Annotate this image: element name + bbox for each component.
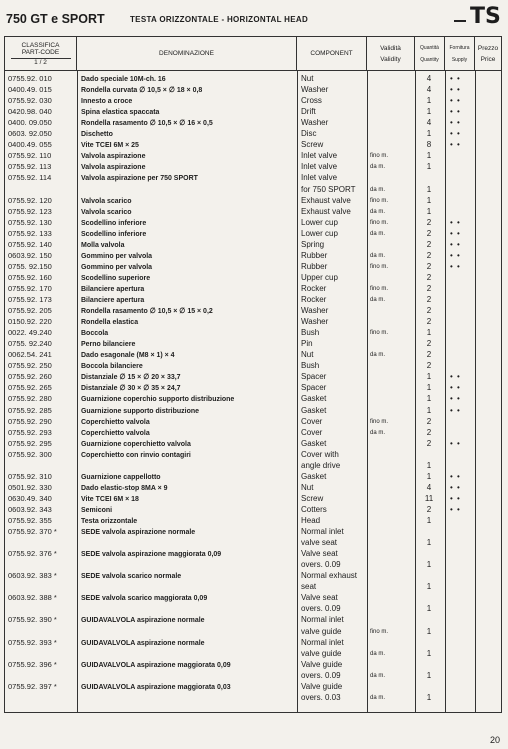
cell-code: 0755.92. 133 bbox=[8, 228, 52, 238]
cell-comp: Rubber bbox=[301, 250, 328, 260]
cell-code: 0420.98. 040 bbox=[8, 107, 52, 117]
col-quantity-en: Quantity bbox=[420, 56, 439, 63]
cell-comp: Nut bbox=[301, 482, 314, 492]
cell-sup: • • bbox=[450, 85, 461, 95]
cell-sup: • • bbox=[450, 107, 461, 117]
cell-code: 0400. 09.050 bbox=[8, 118, 52, 128]
cell-qty: 1 bbox=[426, 648, 432, 658]
cell-qty: 1 bbox=[426, 582, 432, 592]
cell-qty: 1 bbox=[426, 195, 432, 205]
cell-den: Bilanciere apertura bbox=[81, 295, 145, 304]
cell-val: da m. bbox=[370, 672, 386, 679]
cell-code: 0755. 92.240 bbox=[8, 339, 52, 349]
cell-val: fino m. bbox=[370, 219, 389, 226]
cell-comp: Drift bbox=[301, 107, 316, 117]
cell-qty: 4 bbox=[426, 74, 432, 83]
cell-comp: Disc bbox=[301, 129, 317, 139]
cell-code: 0755.92. 290 bbox=[8, 416, 52, 426]
cell-val: fino m. bbox=[370, 197, 389, 204]
cell-code: 0755.92. 390 * bbox=[8, 615, 57, 625]
cell-comp: Cotters bbox=[301, 504, 327, 514]
cell-qty: 1 bbox=[426, 372, 432, 382]
col-header-component: COMPONENT bbox=[297, 37, 367, 70]
cell-code: 0755.92. 285 bbox=[8, 405, 52, 415]
cell-comp: overs. 0.09 bbox=[301, 604, 341, 614]
cell-code: 0755. 92.150 bbox=[8, 261, 52, 271]
cell-qty: 2 bbox=[426, 239, 432, 249]
cell-comp: Normal inlet bbox=[301, 527, 344, 537]
cell-sup: • • bbox=[450, 261, 461, 271]
col-validity-it: Validità bbox=[380, 44, 401, 52]
cell-sup: • • bbox=[450, 250, 461, 260]
parts-table bbox=[4, 36, 502, 713]
cell-den: Dado elastic-stop 8MA × 9 bbox=[81, 482, 168, 492]
cell-code: 0630.49. 340 bbox=[8, 493, 52, 503]
cell-comp: Valve seat bbox=[301, 549, 338, 559]
page-header bbox=[0, 0, 508, 40]
cell-den: SEDE valvola scarico maggiorata 0,09 bbox=[81, 593, 208, 603]
cell-qty: 2 bbox=[426, 217, 432, 227]
cell-den: Valvola aspirazione bbox=[81, 151, 146, 161]
cell-val: da m. bbox=[370, 164, 386, 171]
col-code-line3: 1 / 2 bbox=[11, 58, 71, 66]
cell-comp: valve guide bbox=[301, 626, 342, 636]
cell-den: Bilanciere apertura bbox=[81, 283, 145, 293]
cell-den: Vite TCEI 6M × 25 bbox=[81, 140, 139, 150]
cell-den: SEDE valvola aspirazione maggiorata 0,09 bbox=[81, 549, 222, 559]
cell-comp: Exhaust valve bbox=[301, 195, 351, 205]
model-title: 750 GT e SPORT bbox=[6, 12, 105, 26]
cell-comp: valve seat bbox=[301, 538, 338, 548]
cell-den: GUIDAVALVOLA aspirazione maggiorata 0,03 bbox=[81, 681, 231, 691]
cell-comp: Gasket bbox=[301, 394, 327, 404]
cell-qty: 2 bbox=[426, 272, 432, 282]
cell-code: 0755.92. 170 bbox=[8, 283, 52, 293]
cell-qty: 2 bbox=[426, 250, 432, 260]
page-number: 20 bbox=[489, 735, 500, 745]
cell-comp: overs. 0.03 bbox=[301, 692, 341, 702]
cell-code: 0755.92. 397 * bbox=[8, 681, 57, 691]
cell-den: Vite TCEI 6M × 18 bbox=[81, 493, 139, 503]
cell-val: fino m. bbox=[370, 418, 389, 425]
cell-code: 0400.49. 055 bbox=[8, 140, 52, 150]
cell-comp: Cover with bbox=[301, 449, 339, 459]
cell-comp: Head bbox=[301, 516, 321, 525]
cell-den: Dischetto bbox=[81, 129, 113, 139]
cell-code: 0603.92. 383 * bbox=[8, 571, 57, 581]
cell-den: GUIDAVALVOLA aspirazione maggiorata 0,09 bbox=[81, 659, 231, 669]
col-price-it: Prezzo bbox=[477, 44, 499, 52]
col-price-en: Price bbox=[480, 55, 496, 63]
cell-comp: Spacer bbox=[301, 383, 327, 393]
cell-qty: 4 bbox=[426, 482, 432, 492]
cell-code: 0603.92. 343 bbox=[8, 504, 52, 514]
cell-den: Rondella rasamento ∅ 10,5 × ∅ 15 × 0,2 bbox=[81, 306, 213, 316]
cell-comp: Screw bbox=[301, 140, 324, 150]
cell-comp: Cover bbox=[301, 427, 323, 437]
cell-sup: • • bbox=[450, 96, 461, 106]
cell-comp: Washer bbox=[301, 317, 329, 327]
cell-den: Valvola aspirazione bbox=[81, 162, 146, 172]
cell-qty: 1 bbox=[426, 151, 432, 161]
col-divider bbox=[297, 70, 298, 712]
cell-sup: • • bbox=[450, 228, 461, 238]
cell-den: Perno bilanciere bbox=[81, 339, 136, 349]
cell-comp: Bush bbox=[301, 361, 320, 371]
cell-qty: 2 bbox=[426, 306, 432, 316]
cell-den: Coperchietto con rinvio contagiri bbox=[81, 449, 191, 459]
cell-comp: Pin bbox=[301, 339, 313, 349]
col-header-denominazione: DENOMINAZIONE bbox=[77, 37, 297, 70]
cell-comp: Valve guide bbox=[301, 659, 343, 669]
cell-code: 0755.92. 295 bbox=[8, 438, 52, 448]
cell-qty: 2 bbox=[426, 361, 432, 371]
cell-comp: seat bbox=[301, 582, 317, 592]
cell-den: Boccola bbox=[81, 328, 109, 338]
cell-den: Dado esagonale (M8 × 1) × 4 bbox=[81, 350, 175, 360]
cell-comp: Spring bbox=[301, 239, 325, 249]
cell-den: Boccola bilanciere bbox=[81, 361, 143, 371]
header-divider bbox=[5, 70, 501, 71]
cell-code: 0755.92. 205 bbox=[8, 306, 52, 316]
cell-comp: Rocker bbox=[301, 295, 327, 304]
cell-code: 0501.92. 330 bbox=[8, 482, 52, 492]
col-header-supply bbox=[445, 37, 475, 70]
cell-code: 0755.92. 396 * bbox=[8, 659, 57, 669]
col-divider bbox=[77, 70, 78, 712]
cell-sup: • • bbox=[450, 493, 461, 503]
cell-code: 0755.92. 293 bbox=[8, 427, 52, 437]
cell-qty: 8 bbox=[426, 140, 432, 150]
cell-comp: Inlet valve bbox=[301, 162, 338, 172]
cell-den: Gommino per valvola bbox=[81, 250, 153, 260]
cell-qty: 1 bbox=[426, 394, 432, 404]
cell-qty: 1 bbox=[426, 460, 432, 470]
cell-qty: 1 bbox=[426, 206, 432, 216]
cell-comp: for 750 SPORT bbox=[301, 184, 356, 194]
cell-val: da m. bbox=[370, 650, 386, 657]
cell-den: GUIDAVALVOLA aspirazione normale bbox=[81, 615, 205, 625]
cell-den: Semiconi bbox=[81, 504, 113, 514]
cell-den: Coperchietto valvola bbox=[81, 427, 150, 437]
cell-qty: 2 bbox=[426, 438, 432, 448]
cell-sup: • • bbox=[450, 405, 461, 415]
cell-code: 0755.92. 355 bbox=[8, 516, 52, 525]
cell-den: Molla valvola bbox=[81, 239, 125, 249]
cell-comp: angle drive bbox=[301, 460, 341, 470]
cell-comp: Lower cup bbox=[301, 228, 338, 238]
cell-code: 0755.92. 393 * bbox=[8, 637, 57, 647]
cell-den: Innesto a croce bbox=[81, 96, 133, 106]
cell-qty: 1 bbox=[426, 96, 432, 106]
cell-code: 0755.92. 300 bbox=[8, 449, 52, 459]
cell-val: fino m. bbox=[370, 263, 389, 270]
cell-comp: Normal exhaust bbox=[301, 571, 358, 581]
cell-qty: 2 bbox=[426, 283, 432, 293]
col-header-price bbox=[475, 37, 501, 70]
cell-code: 0755.92. 110 bbox=[8, 151, 52, 161]
cell-sup: • • bbox=[450, 383, 461, 393]
cell-sup: • • bbox=[450, 471, 461, 481]
cell-comp: Normal inlet bbox=[301, 615, 344, 625]
cell-den: Guarnizione supporto distribuzione bbox=[81, 405, 199, 415]
cell-val: da m. bbox=[370, 297, 386, 303]
cell-den: Coperchietto valvola bbox=[81, 416, 150, 426]
cell-qty: 4 bbox=[426, 118, 432, 128]
cell-code: 0755.92. 120 bbox=[8, 195, 52, 205]
cell-den: Valvola scarico bbox=[81, 206, 132, 216]
cell-comp: Valve guide bbox=[301, 681, 343, 691]
cell-code: 0755.92. 265 bbox=[8, 383, 52, 393]
cell-qty: 1 bbox=[426, 538, 432, 548]
cell-den: Valvola scarico bbox=[81, 195, 132, 205]
cell-qty: 1 bbox=[426, 516, 432, 525]
cell-sup: • • bbox=[450, 239, 461, 249]
cell-code: 0755.92. 370 * bbox=[8, 527, 57, 537]
col-divider bbox=[475, 70, 476, 712]
cell-qty: 2 bbox=[426, 350, 432, 360]
cell-qty: 2 bbox=[426, 416, 432, 426]
cell-sup: • • bbox=[450, 504, 461, 514]
cell-qty: 1 bbox=[426, 184, 432, 194]
col-supply-en: Supply bbox=[451, 56, 468, 63]
col-divider bbox=[367, 70, 368, 712]
cell-comp: overs. 0.09 bbox=[301, 560, 341, 570]
cell-val: da m. bbox=[370, 230, 386, 237]
cell-den: Scodellino inferiore bbox=[81, 217, 147, 227]
cell-den: GUIDAVALVOLA aspirazione normale bbox=[81, 637, 205, 647]
cell-val: fino m. bbox=[370, 153, 389, 160]
cell-code: 0755.92. 376 * bbox=[8, 549, 57, 559]
cell-code: 0755.92. 010 bbox=[8, 74, 52, 83]
col-code-line1: CLASSIFICA bbox=[21, 41, 60, 49]
cell-comp: Washer bbox=[301, 306, 329, 316]
cell-den: Rondella elastica bbox=[81, 317, 139, 327]
col-header-code bbox=[5, 37, 77, 70]
cell-comp: Valve seat bbox=[301, 593, 338, 603]
cell-val: fino m. bbox=[370, 628, 389, 635]
cell-val: da m. bbox=[370, 429, 386, 436]
cell-val: da m. bbox=[370, 252, 386, 259]
cell-den: Distanziale ∅ 15 × ∅ 20 × 33,7 bbox=[81, 372, 181, 382]
cell-comp: Inlet valve bbox=[301, 151, 338, 161]
cell-comp: Nut bbox=[301, 74, 314, 83]
cell-sup: • • bbox=[450, 74, 461, 83]
cell-comp: Rubber bbox=[301, 261, 328, 271]
cell-qty: 1 bbox=[426, 560, 432, 570]
cell-den: Spina elastica spaccata bbox=[81, 107, 160, 117]
cell-code: 0755.92. 280 bbox=[8, 394, 52, 404]
cell-code: 0755.92. 113 bbox=[8, 162, 52, 172]
cell-comp: Lower cup bbox=[301, 217, 338, 227]
cell-code: 0755.92. 114 bbox=[8, 173, 52, 183]
cell-comp: Rocker bbox=[301, 283, 327, 293]
cell-den: Scodellino superiore bbox=[81, 272, 151, 282]
col-header-quantity bbox=[415, 37, 445, 70]
cell-qty: 1 bbox=[426, 383, 432, 393]
cell-code: 0755.92. 260 bbox=[8, 372, 52, 382]
cell-val: da m. bbox=[370, 186, 386, 193]
cell-den: Guarnizione coperchio supporto distribuzione bbox=[81, 394, 235, 404]
cell-qty: 1 bbox=[426, 471, 432, 481]
cell-qty: 2 bbox=[426, 339, 432, 349]
col-divider bbox=[415, 70, 416, 712]
cell-den: SEDE valvola scarico normale bbox=[81, 571, 182, 581]
cell-qty: 2 bbox=[426, 427, 432, 437]
cell-den: Guarnizione coperchietto valvola bbox=[81, 438, 191, 448]
cell-qty: 11 bbox=[424, 493, 434, 503]
cell-qty: 1 bbox=[426, 328, 432, 338]
cell-val: da m. bbox=[370, 208, 386, 215]
cell-den: Rondella rasamento ∅ 10,5 × ∅ 16 × 0,5 bbox=[81, 118, 213, 128]
cell-comp: Normal inlet bbox=[301, 637, 344, 647]
cell-comp: Washer bbox=[301, 118, 329, 128]
col-code-line2: PART-CODE bbox=[21, 48, 60, 56]
cell-comp: Exhaust valve bbox=[301, 206, 351, 216]
cell-sup: • • bbox=[450, 118, 461, 128]
col-quantity-it: Quantità bbox=[420, 44, 439, 51]
cell-sup: • • bbox=[450, 140, 461, 150]
cell-sup: • • bbox=[450, 217, 461, 227]
cell-qty: 2 bbox=[426, 261, 432, 271]
cell-den: Dado speciale 10M-ch. 16 bbox=[81, 74, 166, 83]
col-validity-en: Validity bbox=[380, 55, 401, 63]
cell-code: 0603.92. 388 * bbox=[8, 593, 57, 603]
cell-code: 0062.54. 241 bbox=[8, 350, 52, 360]
cell-comp: valve guide bbox=[301, 648, 342, 658]
cell-den: Gommino per valvola bbox=[81, 261, 153, 271]
cell-val: fino m. bbox=[370, 330, 389, 337]
cell-qty: 1 bbox=[426, 405, 432, 415]
col-divider bbox=[445, 70, 446, 712]
cell-val: fino m. bbox=[370, 285, 389, 292]
cell-code: 0755.92. 130 bbox=[8, 217, 52, 227]
cell-qty: 1 bbox=[426, 604, 432, 614]
cell-code: 0755.92. 140 bbox=[8, 239, 52, 249]
cell-code: 0755.92. 123 bbox=[8, 206, 52, 216]
cell-comp: Gasket bbox=[301, 471, 327, 481]
cell-qty: 1 bbox=[426, 162, 432, 172]
cell-sup: • • bbox=[450, 482, 461, 492]
cell-comp: Gasket bbox=[301, 405, 327, 415]
cell-code: 0755.92. 160 bbox=[8, 272, 52, 282]
cell-qty: 1 bbox=[426, 107, 432, 117]
cell-qty: 1 bbox=[426, 129, 432, 139]
cell-comp: Spacer bbox=[301, 372, 327, 382]
cell-code: 0755.92. 173 bbox=[8, 295, 52, 304]
cell-qty: 1 bbox=[426, 626, 432, 636]
cell-qty: 2 bbox=[426, 504, 432, 514]
cell-sup: • • bbox=[450, 372, 461, 382]
cell-sup: • • bbox=[450, 129, 461, 139]
cell-den: Rondella curvata ∅ 10,5 × ∅ 18 × 0,8 bbox=[81, 85, 203, 95]
cell-sup: • • bbox=[450, 394, 461, 404]
section-code: TS bbox=[470, 4, 501, 29]
cell-code: 0150.92. 220 bbox=[8, 317, 52, 327]
cell-comp: Nut bbox=[301, 350, 314, 360]
cell-comp: Bush bbox=[301, 328, 320, 338]
cell-qty: 4 bbox=[426, 85, 432, 95]
cell-code: 0755.92. 030 bbox=[8, 96, 52, 106]
cell-code: 0755.92. 310 bbox=[8, 471, 52, 481]
cell-qty: 2 bbox=[426, 295, 432, 304]
cell-code: 0022. 49.240 bbox=[8, 328, 52, 338]
cell-den: Valvola aspirazione per 750 SPORT bbox=[81, 173, 198, 183]
cell-qty: 1 bbox=[426, 692, 432, 702]
cell-comp: Inlet valve bbox=[301, 173, 338, 183]
cell-code: 0755.92. 250 bbox=[8, 361, 52, 371]
cell-comp: Washer bbox=[301, 85, 329, 95]
cell-val: da m. bbox=[370, 352, 386, 359]
cell-comp: overs. 0.09 bbox=[301, 670, 341, 680]
col-header-validity bbox=[367, 37, 415, 70]
cell-comp: Cross bbox=[301, 96, 322, 106]
section-heading: TESTA ORIZZONTALE - HORIZONTAL HEAD bbox=[130, 15, 309, 24]
cell-code: 0603. 92.050 bbox=[8, 129, 52, 139]
cell-den: SEDE valvola aspirazione normale bbox=[81, 527, 196, 537]
cell-qty: 2 bbox=[426, 317, 432, 327]
cell-den: Testa orizzontale bbox=[81, 516, 138, 525]
col-supply-it: Fornitura bbox=[449, 44, 470, 51]
cell-qty: 2 bbox=[426, 228, 432, 238]
cell-den: Distanziale ∅ 30 × ∅ 35 × 24,7 bbox=[81, 383, 181, 393]
cell-qty: 1 bbox=[426, 670, 432, 680]
cell-den: Guarnizione cappellotto bbox=[81, 471, 161, 481]
cell-comp: Gasket bbox=[301, 438, 327, 448]
cell-comp: Upper cup bbox=[301, 272, 338, 282]
cell-comp: Cover bbox=[301, 416, 323, 426]
cell-code: 0603.92. 150 bbox=[8, 250, 52, 260]
cell-code: 0400.49. 015 bbox=[8, 85, 52, 95]
cell-sup: • • bbox=[450, 438, 461, 448]
cell-den: Scodellino inferiore bbox=[81, 228, 147, 238]
header-dash bbox=[454, 20, 466, 22]
cell-val: da m. bbox=[370, 694, 386, 701]
cell-comp: Screw bbox=[301, 493, 324, 503]
